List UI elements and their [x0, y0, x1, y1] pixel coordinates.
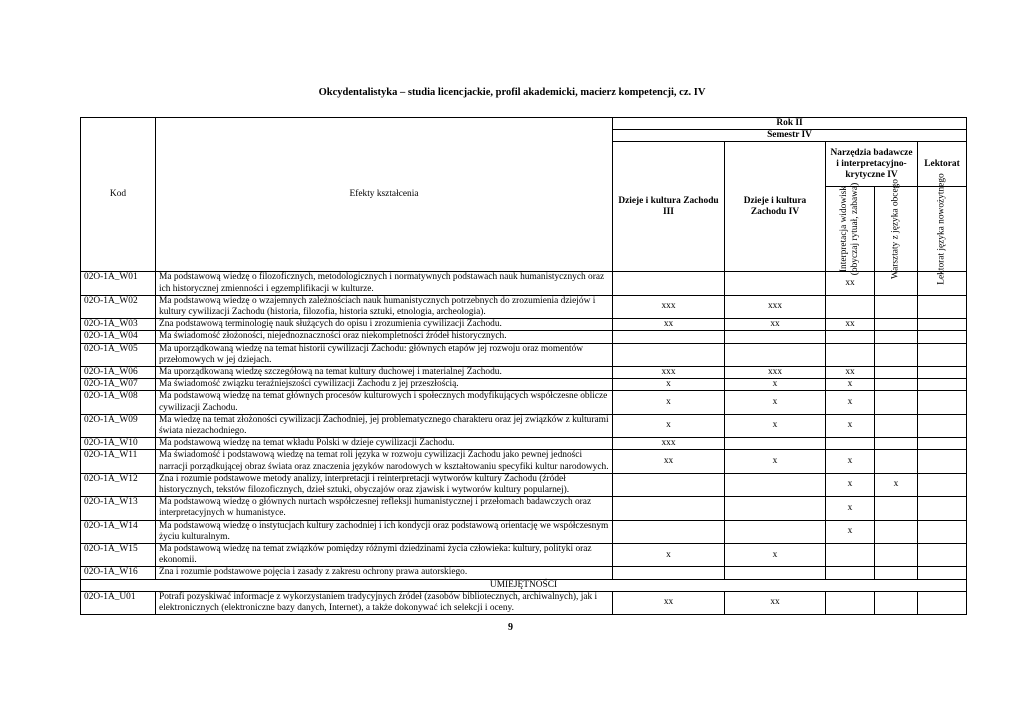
row-code: 02O-1A_W16 [81, 567, 156, 579]
table-row [81, 379, 967, 391]
header-sub-warsztaty [875, 179, 918, 280]
header-rok: Rok II [613, 118, 967, 130]
row-effect: Ma świadomość i podstawową wiedzę na temat roli języka w rozwoju cywilizacji Zachodu jako pewnej jedności narracji porządkującej obraz świata oraz znaczenia języków narodowych w kształtowaniu specyfiki kultur narodowych. [156, 450, 613, 473]
row-mark [613, 567, 725, 579]
table-row [81, 331, 967, 343]
page-number: 9 [508, 622, 513, 633]
header-sub-lektorat [918, 173, 967, 286]
row-mark [875, 343, 918, 366]
row-mark [613, 272, 725, 295]
row-code: 02O-1A_W04 [81, 331, 156, 343]
row-mark: x [725, 414, 826, 437]
row-mark [918, 450, 967, 473]
row-code: 02O-1A_W02 [81, 295, 156, 318]
row-code: 02O-1A_W03 [81, 319, 156, 331]
row-mark: xxx [613, 438, 725, 450]
header-col-dzieje-iv: Dzieje i kultura Zachodu IV [725, 142, 826, 272]
row-mark [826, 331, 875, 343]
row-effect: Ma wiedzę na temat złożoności cywilizacji Zachodniej, jej problematycznego charakteru oraz jej związków z kulturami świata niezachodniego. [156, 414, 613, 437]
row-code: 02O-1A_W05 [81, 343, 156, 366]
row-code: 02O-1A_W15 [81, 544, 156, 567]
table-row [81, 473, 967, 496]
header-col-dzieje-iii: Dzieje i kultura Zachodu III [613, 142, 725, 272]
row-code: 02O-1A_W12 [81, 473, 156, 496]
row-mark [918, 295, 967, 318]
row-mark: xx [725, 319, 826, 331]
row-mark [875, 391, 918, 414]
row-mark [875, 331, 918, 343]
section-umiejetnosci: UMIEJĘTNOŚCI [81, 579, 967, 591]
row-mark [725, 272, 826, 295]
row-mark [725, 567, 826, 579]
row-mark [725, 438, 826, 450]
table-row [81, 520, 967, 543]
row-mark: xx [826, 367, 875, 379]
row-mark: xx [613, 450, 725, 473]
row-mark: x [826, 520, 875, 543]
row-effect: Zna i rozumie podstawowe metody analizy, interpretacji i reinterpretacji wytworów kultury Zachodu (źródeł historycznych, tekstów filozoficznych, dzieł sztuki, obyczajów oraz zjawisk i wytworów kultury popularnej). [156, 473, 613, 496]
table-row [81, 272, 967, 295]
header-group-lektorat: Lektorat [918, 142, 967, 187]
row-mark [918, 331, 967, 343]
row-mark [875, 319, 918, 331]
row-mark [918, 497, 967, 520]
row-code: 02O-1A_W07 [81, 379, 156, 391]
row-mark: x [613, 391, 725, 414]
row-mark: xx [613, 591, 725, 614]
row-mark: x [826, 414, 875, 437]
row-mark: x [725, 379, 826, 391]
row-mark [613, 497, 725, 520]
row-effect: Ma podstawową wiedzę o filozoficznych, metodologicznych i normatywnych podstawach nauk humanistycznych oraz ich historycznej zmienności i egzemplifikacji w kulturze. [156, 272, 613, 295]
row-mark: x [826, 497, 875, 520]
table-row [81, 438, 967, 450]
row-code: 02O-1A_W10 [81, 438, 156, 450]
header-group-narzedzia: Narzędzia badawcze i interpretacyjno-krytyczne IV [826, 142, 918, 187]
row-mark [826, 295, 875, 318]
header-kod: Kod [81, 118, 156, 272]
row-mark: x [725, 544, 826, 567]
row-mark [725, 497, 826, 520]
row-mark: xx [826, 319, 875, 331]
row-mark: x [826, 379, 875, 391]
row-mark [918, 438, 967, 450]
table-row [81, 591, 967, 614]
row-effect: Ma uporządkowaną wiedzę na temat historii cywilizacji Zachodu: głównych etapów jej rozwoju oraz momentów przełomowych w jej dziejach. [156, 343, 613, 366]
row-effect: Zna podstawową terminologię nauk służących do opisu i zrozumienia cywilizacji Zachodu. [156, 319, 613, 331]
header-sub-warsztaty-label: Warsztaty z języka obcego [890, 179, 901, 280]
row-mark [613, 473, 725, 496]
row-mark [918, 567, 967, 579]
row-mark [918, 520, 967, 543]
row-mark [613, 520, 725, 543]
row-mark: x [613, 379, 725, 391]
row-mark: xxx [613, 295, 725, 318]
row-effect: Ma podstawową wiedzę na temat związków pomiędzy różnymi dziedzinami życia człowieka: kultury, polityki oraz ekonomii. [156, 544, 613, 567]
table-row [81, 544, 967, 567]
table-row [81, 295, 967, 318]
table-row [81, 450, 967, 473]
row-effect: Ma podstawową wiedzę o instytucjach kultury zachodniej i ich kondycji oraz podstawową orientację we współczesnym życiu kulturalnym. [156, 520, 613, 543]
row-mark: x [826, 473, 875, 496]
row-mark: x [613, 414, 725, 437]
row-code: 02O-1A_W08 [81, 391, 156, 414]
header-sub-interpretacja-label: Interpretacja widowisk (obyczaj rytuał, zabawa) [839, 183, 860, 276]
header-semestr: Semestr IV [613, 130, 967, 142]
document-title: Okcydentalistyka – studia licencjackie, profil akademicki, macierz kompetencji, cz. IV [318, 87, 706, 98]
row-mark [918, 343, 967, 366]
row-mark [875, 591, 918, 614]
row-mark: xxx [725, 295, 826, 318]
row-mark [613, 343, 725, 366]
row-code: 02O-1A_W14 [81, 520, 156, 543]
header-sub-interpretacja [826, 183, 875, 276]
row-mark: xxx [613, 367, 725, 379]
row-mark [725, 473, 826, 496]
header-sub-lektorat-label: Lektorat języka nowożytnego [936, 173, 947, 286]
row-mark [826, 343, 875, 366]
table-row [81, 567, 967, 579]
table-row [81, 319, 967, 331]
knowledge-rows [81, 272, 967, 579]
row-effect: Zna i rozumie podstawowe pojęcia i zasady z zakresu ochrony prawa autorskiego. [156, 567, 613, 579]
row-mark [725, 520, 826, 543]
row-effect: Ma podstawową wiedzę na temat głównych procesów kulturowych i społecznych modyfikujących współczesne oblicze cywilizacji Zachodu. [156, 391, 613, 414]
row-mark [875, 567, 918, 579]
competence-matrix [80, 117, 967, 615]
row-mark [875, 520, 918, 543]
row-mark [826, 438, 875, 450]
table-row [81, 391, 967, 414]
row-effect: Ma podstawową wiedzę o głównych nurtach współczesnej refleksji humanistycznej i przełomach badawczych oraz interpretacyjnych w humanistyce. [156, 497, 613, 520]
row-mark: x [826, 391, 875, 414]
row-mark [875, 497, 918, 520]
row-mark [725, 343, 826, 366]
row-code: 02O-1A_W13 [81, 497, 156, 520]
header-efekty: Efekty kształcenia [156, 118, 613, 272]
row-effect: Ma podstawową wiedzę o wzajemnych zależnościach nauk humanistycznych potrzebnych do zrozumienia dziejów i kultury cywilizacji Zachodu (historia, filozofia, historia sztuki, etnologia, archeologia). [156, 295, 613, 318]
row-mark [725, 331, 826, 343]
row-mark: xx [613, 319, 725, 331]
skills-rows [81, 591, 967, 614]
row-code: 02O-1A_W06 [81, 367, 156, 379]
row-mark: x [826, 450, 875, 473]
row-effect: Ma świadomość związku teraźniejszości cywilizacji Zachodu z jej przeszłością. [156, 379, 613, 391]
row-mark [875, 438, 918, 450]
row-mark [875, 450, 918, 473]
row-mark: xx [826, 272, 875, 295]
row-effect: Ma podstawową wiedzę na temat wkładu Polski w dzieje cywilizacji Zachodu. [156, 438, 613, 450]
skills-section [81, 579, 967, 591]
row-mark [875, 295, 918, 318]
row-mark [918, 473, 967, 496]
row-mark: xxx [725, 367, 826, 379]
table-row [81, 414, 967, 437]
row-mark: xx [725, 591, 826, 614]
row-mark [826, 591, 875, 614]
row-mark: x [725, 391, 826, 414]
row-effect: Ma uporządkowaną wiedzę szczegółową na temat kultury duchowej i materialnej Zachodu. [156, 367, 613, 379]
row-mark [613, 331, 725, 343]
row-mark [875, 544, 918, 567]
row-mark [918, 367, 967, 379]
row-code: 02O-1A_W11 [81, 450, 156, 473]
row-mark [875, 367, 918, 379]
row-mark [826, 567, 875, 579]
row-mark: x [875, 473, 918, 496]
row-code: 02O-1A_U01 [81, 591, 156, 614]
row-mark [826, 544, 875, 567]
row-mark [918, 544, 967, 567]
row-mark: x [613, 544, 725, 567]
row-mark [918, 414, 967, 437]
table-row [81, 343, 967, 366]
row-mark [918, 319, 967, 331]
row-effect: Potrafi pozyskiwać informacje z wykorzystaniem tradycyjnych źródeł (zasobów bibliotecznych, archiwalnych), jak i elektronicznych (elektroniczne bazy danych, Internet), a także dokonywać ich selekcji i oceny. [156, 591, 613, 614]
row-mark [918, 391, 967, 414]
row-mark [918, 591, 967, 614]
table-row [81, 497, 967, 520]
table-row [81, 367, 967, 379]
row-mark [875, 379, 918, 391]
row-effect: Ma świadomość złożoności, niejednoznaczności oraz niekompletności źródeł historycznych. [156, 331, 613, 343]
row-mark [875, 414, 918, 437]
row-mark [918, 379, 967, 391]
row-code: 02O-1A_W09 [81, 414, 156, 437]
row-mark: x [725, 450, 826, 473]
row-code: 02O-1A_W01 [81, 272, 156, 295]
